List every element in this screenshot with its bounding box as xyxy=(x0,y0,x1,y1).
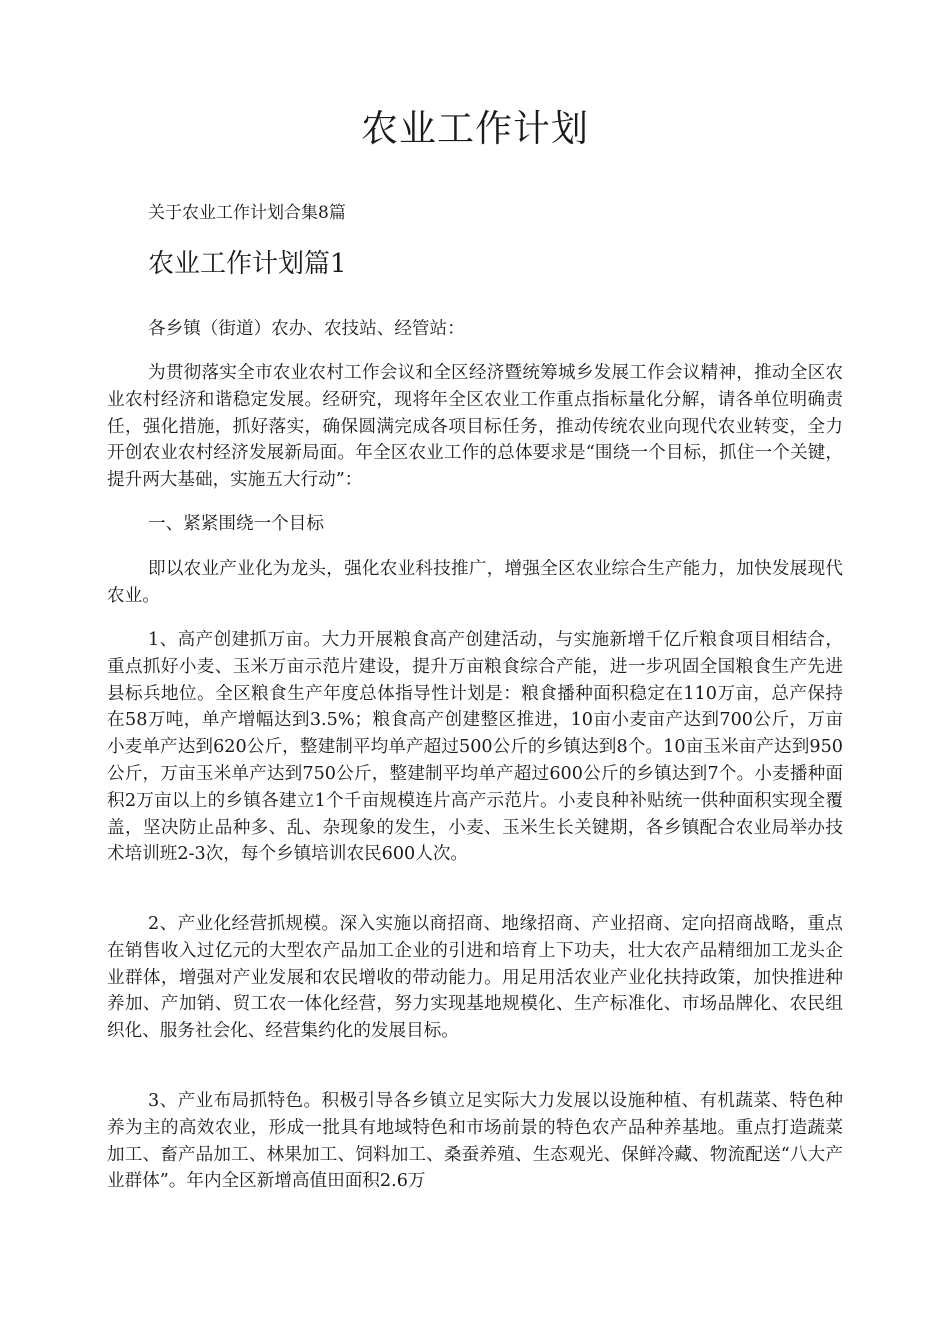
paragraph-salutation: 各乡镇（街道）农办、农技站、经管站： xyxy=(148,319,465,339)
paragraph-item-3: 3、产业布局抓特色。积极引导各乡镇立足实际大力发展以设施种植、有机蔬菜、特色种养为主的高效农业，形成一批具有地域特色和市场前景的特色农产品种养基地。重点打造蔬菜加工、畜产品加工、林果加工、饲料加工、桑蚕养殖、生态观光、保鲜冷藏、物流配送“八大产业群体”。年内全区新增高值田面积2.6万 xyxy=(107,1091,843,1192)
section-heading: 农业工作计划篇1 xyxy=(148,249,347,279)
paragraph-intro: 为贯彻落实全市农业农村工作会议和全区经济暨统筹城乡发展工作会议精神，推动全区农业农村经济和谐稳定发展。经研究，现将年全区农业工作重点指标量化分解，请各单位明确责任，强化措施，抓好落实，确保圆满完成各项目标任务，推动传统农业向现代农业转变，全力开创农业农村经济发展新局面。年全区农业工作的总体要求是“围绕一个目标，抓住一个关键，提升两大基础，实施五大行动”： xyxy=(107,363,843,491)
paragraph-item-1: 1、高产创建抓万亩。大力开展粮食高产创建活动，与实施新增千亿斤粮食项目相结合，重点抓好小麦、玉米万亩示范片建设，提升万亩粮食综合产能，进一步巩固全国粮食生产先进县标兵地位。全区粮食生产年度总体指导性计划是：粮食播种面积稳定在110万亩，总产保持在58万吨，单产增幅达到3.5%；粮食高产创建整区推进，10亩小麦亩产达到700公斤，万亩小麦单产达到620公斤，整建制平均单产超过500公斤的乡镇达到8个。10亩玉米亩产达到950公斤，万亩玉米单产达到750公斤，整建制平均单产超过600公斤的乡镇达到7个。小麦播种面积2万亩以上的乡镇各建立1个千亩规模连片高产示范片。小麦良种补贴统一供种面积实现全覆盖，坚决防止品种多、乱、杂现象的发生，小麦、玉米生长关键期，各乡镇配合农业局举办技术培训班2-3次，每个乡镇培训农民600人次。 xyxy=(107,630,843,865)
paragraph-goal: 即以农业产业化为龙头，强化农业科技推广，增强全区农业综合生产能力，加快发展现代农业。 xyxy=(107,559,843,606)
document-title: 农业工作计划 xyxy=(361,107,589,150)
document-subtitle: 关于农业工作计划合集8篇 xyxy=(148,203,346,223)
paragraph-heading-one: 一、紧紧围绕一个目标 xyxy=(148,514,324,534)
paragraph-item-2: 2、产业化经营抓规模。深入实施以商招商、地缘招商、产业招商、定向招商战略，重点在销售收入过亿元的大型农产品加工企业的引进和培育上下功夫，壮大农产品精细加工龙头企业群体，增强对产业发展和农民增收的带动能力。用足用活农业产业化扶持政策，加快推进种养加、产加销、贸工农一体化经营，努力实现基地规模化、生产标准化、市场品牌化、农民组织化、服务社会化、经营集约化的发展目标。 xyxy=(107,914,843,1042)
